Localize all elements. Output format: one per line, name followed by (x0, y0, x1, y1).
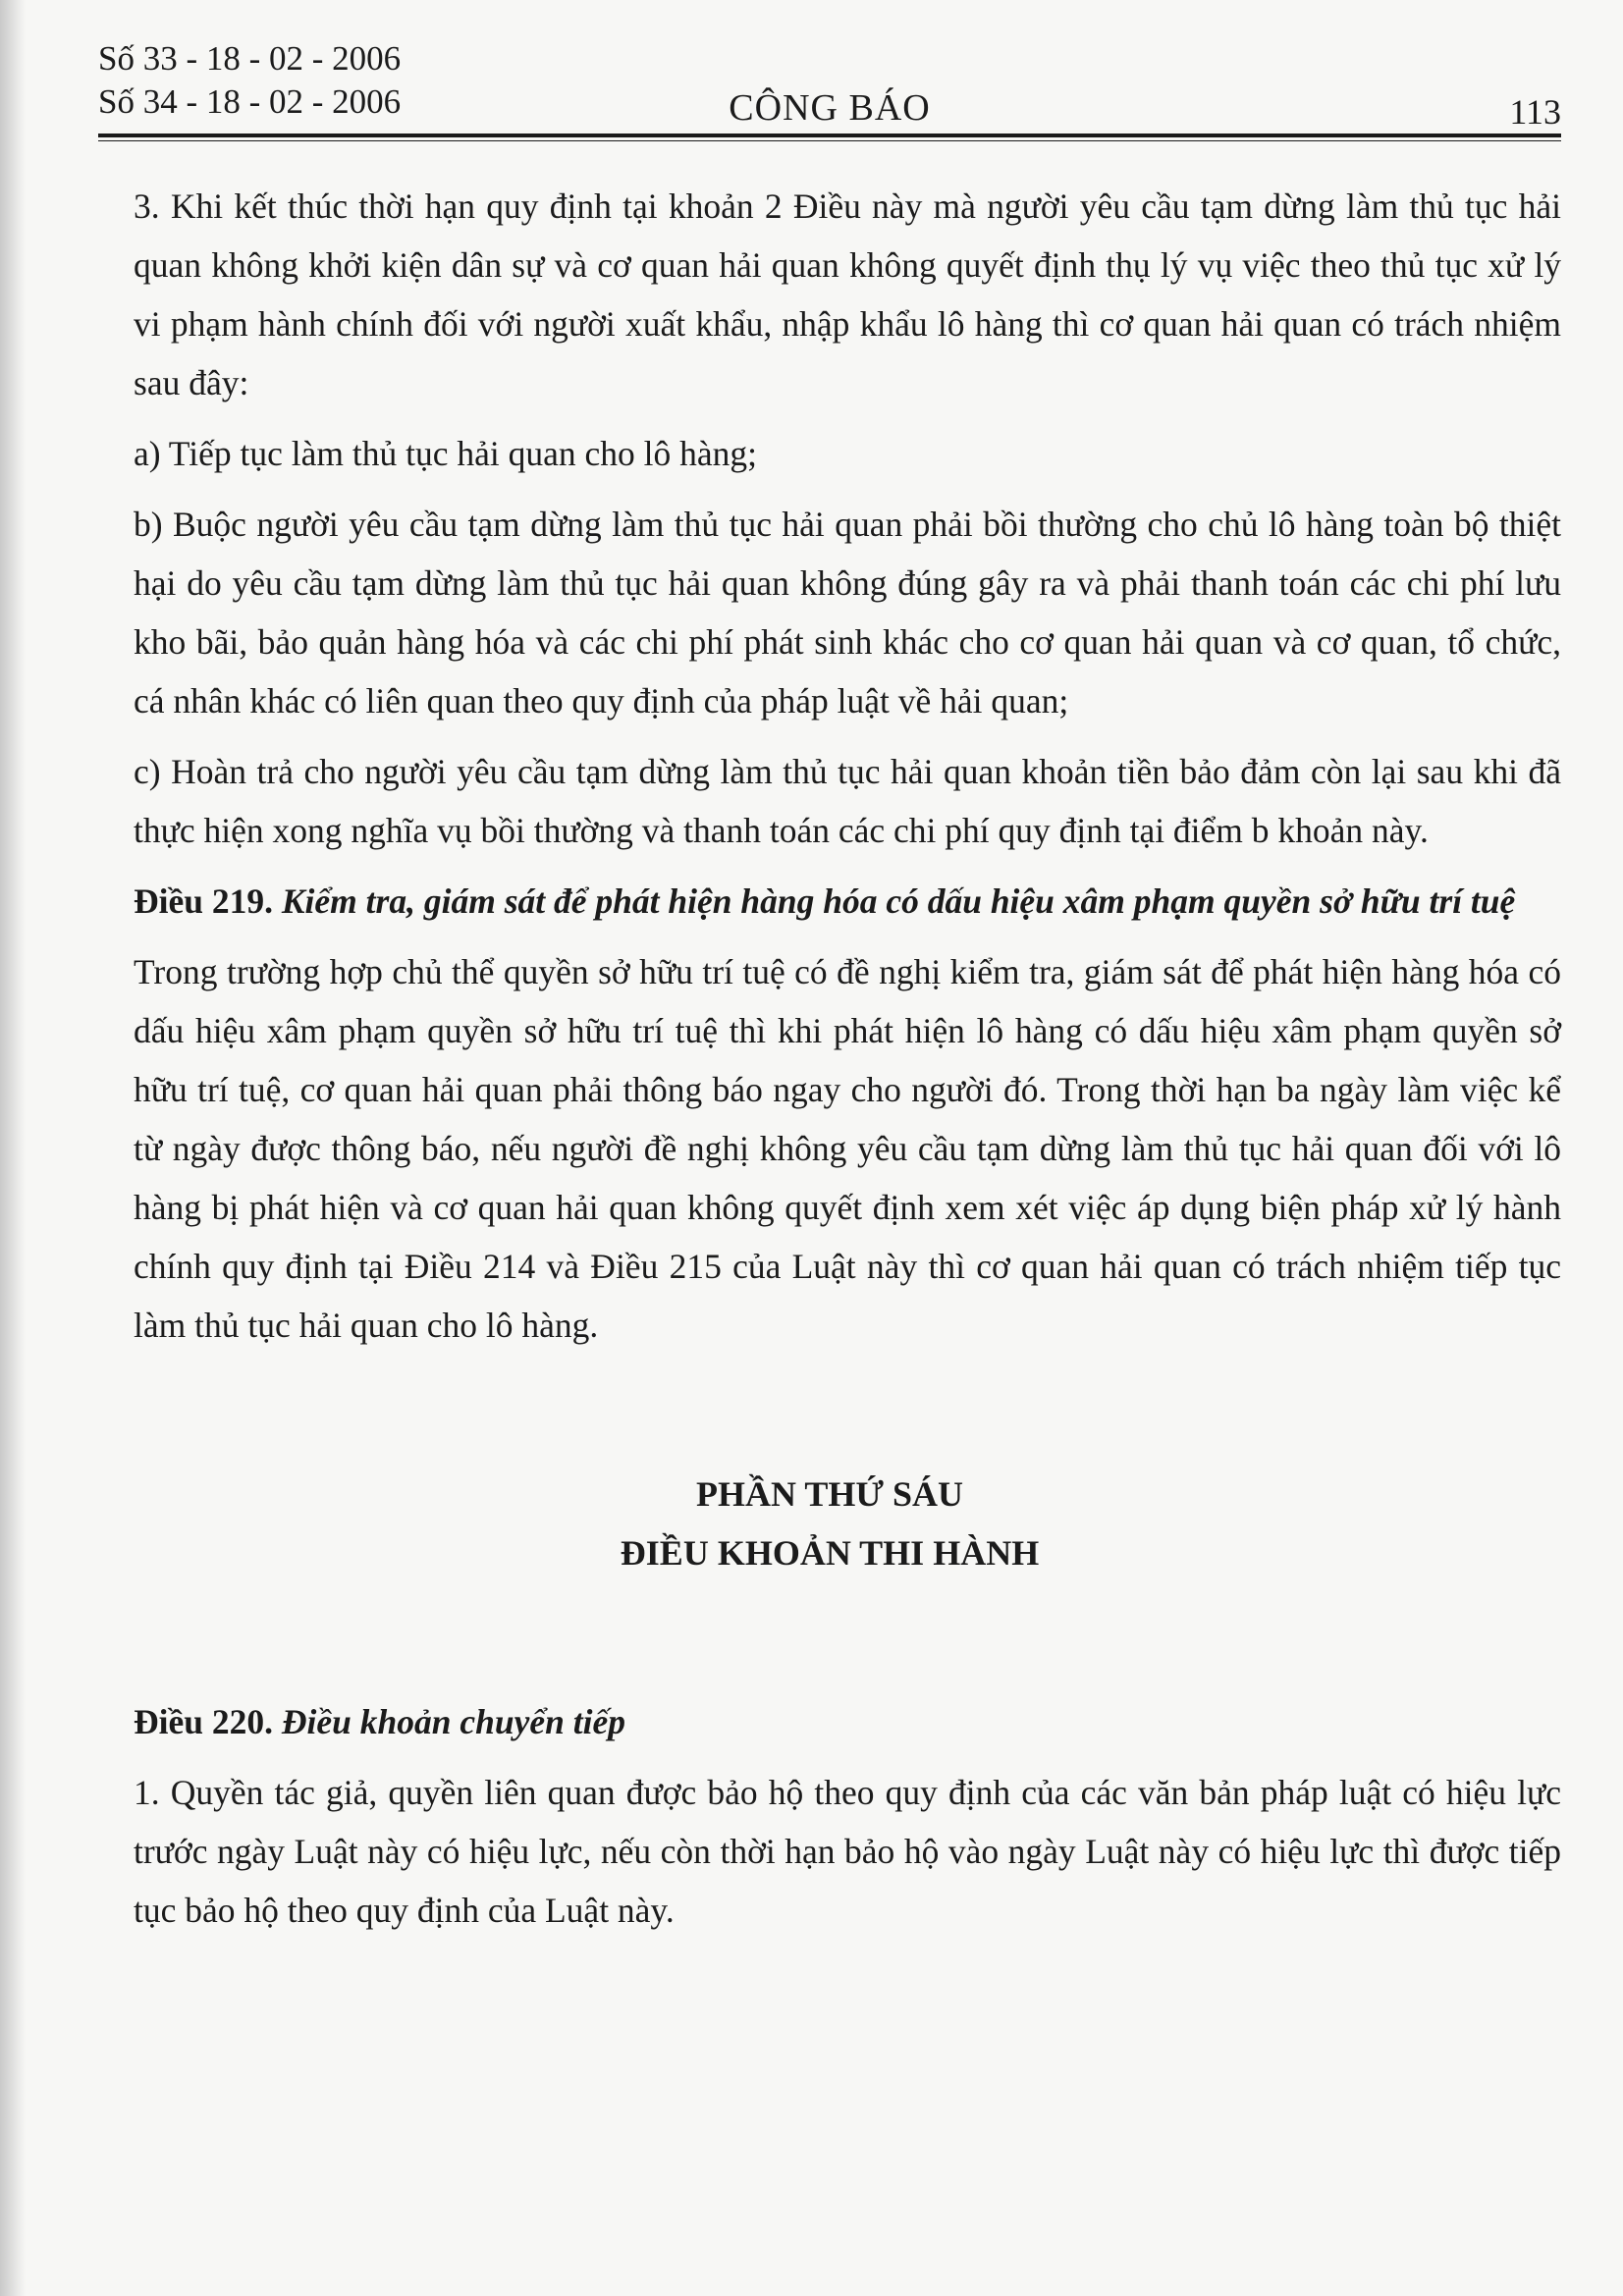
gazette-title: CÔNG BÁO (729, 87, 931, 129)
issue-line-1: Số 33 - 18 - 02 - 2006 (98, 39, 402, 78)
issue-line-2: Số 34 - 18 - 02 - 2006 (98, 82, 402, 121)
item-c: c) Hoàn trả cho người yêu cầu tạm dừng làm thủ tục hải quan khoản tiền bảo đảm còn lại sau khi đã thực hiện xong nghĩa vụ bồi thường và thanh toán các chi phí quy định tại điểm b khoản này. (134, 752, 1561, 850)
part-title: PHẦN THỨ SÁU (695, 1474, 964, 1514)
part-subtitle: ĐIỀU KHOẢN THI HÀNH (620, 1533, 1040, 1573)
item-b: b) Buộc người yêu cầu tạm dừng làm thủ tục hải quan phải bồi thường cho chủ lô hàng toàn bộ thiệt hại do yêu cầu tạm dừng làm thủ tục hải quan không đúng gây ra và phải thanh toán các chi phí lưu kho bãi, bảo quản hàng hóa và các chi phí phát sinh khác cho cơ quan hải quan và cơ quan, tổ chức, cá nhân khác có liên quan theo quy định của pháp luật về hải quan; (134, 505, 1561, 721)
article-220-paragraph-1: 1. Quyền tác giả, quyền liên quan được bảo hộ theo quy định của các văn bản pháp luật có hiệu lực trước ngày Luật này có hiệu lực, nếu còn thời hạn bảo hộ vào ngày Luật này có hiệu lực thì được tiếp tục bảo hộ theo quy định của Luật này. (134, 1773, 1561, 1930)
article-220-title: Điều khoản chuyển tiếp (281, 1702, 625, 1741)
header-rule-thin (98, 140, 1561, 141)
article-220-number: Điều 220. (134, 1702, 273, 1741)
page-number: 113 (1509, 92, 1561, 132)
paragraph-3: 3. Khi kết thúc thời hạn quy định tại khoản 2 Điều này mà người yêu cầu tạm dừng làm thủ tục hải quan không khởi kiện dân sự và cơ quan hải quan không quyết định thụ lý vụ việc theo thủ tục xử lý vi phạm hành chính đối với người xuất khẩu, nhập khẩu lô hàng thì cơ quan hải quan có trách nhiệm sau đây: (134, 187, 1561, 402)
article-220-heading (134, 1692, 1561, 1751)
page-header (98, 37, 1561, 135)
article-219-title: Kiểm tra, giám sát để phát hiện hàng hóa có dấu hiệu xâm phạm quyền sở hữu trí tuệ (281, 881, 1516, 921)
item-a: a) Tiếp tục làm thủ tục hải quan cho lô hàng; (134, 434, 757, 473)
article-219-heading (134, 872, 1561, 931)
binding-shadow (0, 0, 26, 2296)
article-219-number: Điều 219. (134, 881, 273, 921)
document-body (134, 177, 1561, 1940)
article-219-text: Trong trường hợp chủ thể quyền sở hữu trí tuệ có đề nghị kiểm tra, giám sát để phát hiện hàng hóa có dấu hiệu xâm phạm quyền sở hữu trí tuệ thì khi phát hiện lô hàng có dấu hiệu xâm phạm quyền sở hữu trí tuệ, cơ quan hải quan phải thông báo ngay cho người đó. Trong thời hạn ba ngày làm việc kể từ ngày được thông báo, nếu người đề nghị không yêu cầu tạm dừng làm thủ tục hải quan đối với lô hàng bị phát hiện và cơ quan hải quan không quyết định xem xét việc áp dụng biện pháp xử lý hành chính quy định tại Điều 214 và Điều 215 của Luật này thì cơ quan hải quan có trách nhiệm tiếp tục làm thủ tục hải quan cho lô hàng. (134, 952, 1561, 1345)
header-rule (98, 133, 1561, 137)
